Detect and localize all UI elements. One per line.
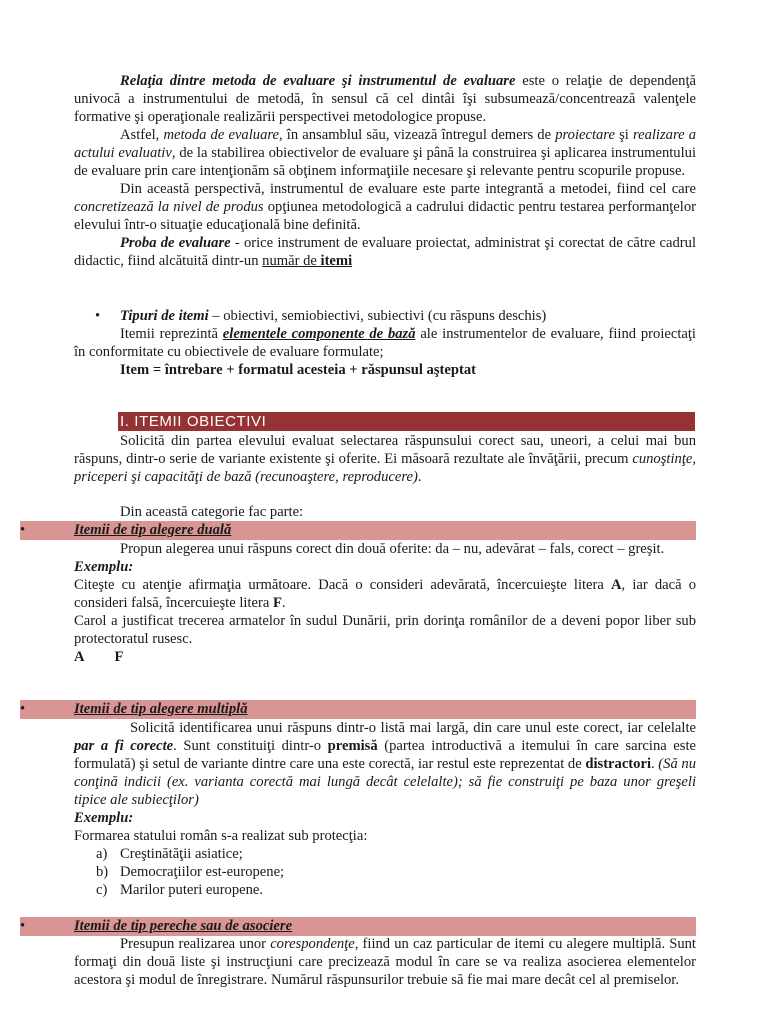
dual-example-label: Exemplu: <box>74 559 134 575</box>
section-bar-pairs <box>20 917 696 936</box>
pairs-label: Itemii de tip pereche sau de asociere <box>74 918 293 934</box>
multiple-options-list <box>96 845 284 899</box>
bullet-icon: • <box>95 308 101 324</box>
intro-paragraph-3: Din această perspectivă, instrumentul de evaluare este parte integrantă a metodei, fiind cel care concretizează la nivel de produs opţiunea metodologică a cadrului didactic pentru testarea performanţelor elevului într-o situaţie educaţională bine definită. <box>74 181 696 233</box>
option-f: F <box>114 649 124 665</box>
bullet-icon: • <box>20 522 26 538</box>
intro-title: Relaţia dintre metoda de evaluare şi instrumentul de evaluare <box>120 73 516 89</box>
multiple-question: Formarea statului român s-a realizat sub protecţia: <box>74 828 368 844</box>
item-types-label: Tipuri de itemi <box>120 308 209 324</box>
list-item: a) Creştinătăţii asiatice; <box>96 846 243 862</box>
section-bar-multiple-choice <box>20 700 696 719</box>
dual-choice-description: Propun alegerea unui răspuns corect din două oferite: da – nu, adevărat – fals, corect – greşit. <box>120 541 665 557</box>
pairs-block <box>74 935 696 989</box>
category-intro: Din această categorie fac parte: <box>120 504 304 520</box>
list-item: b) Democraţiilor est-europene; <box>96 864 285 880</box>
dual-choice-block <box>74 540 696 666</box>
bullet-icon: • <box>20 918 26 934</box>
multiple-example-label: Exemplu: <box>74 810 134 826</box>
dual-answer-options <box>74 648 696 666</box>
multiple-choice-block <box>74 719 696 845</box>
list-item: c) Marilor puteri europene. <box>96 882 264 898</box>
objective-items-block <box>74 432 696 486</box>
intro-paragraph-1: Relaţia dintre metoda de evaluare şi instrumentul de evaluare este o relaţie de dependenţă univocă a instrumentului de metodă, în sensul că cel dintâi îşi subsumează/concentrează valenţele formative şi operaţionale realizării perspectivei metodologice propuse. <box>74 73 696 125</box>
item-types-paragraph: Itemii reprezintă elementele componente de bază ale instrumentelor de evaluare, fiind proiectaţi în conformitate cu obiectivele de evaluare formulate; <box>74 326 696 360</box>
option-a: A <box>74 649 85 665</box>
intro-paragraph-4: Proba de evaluare - orice instrument de evaluare proiectat, administrat şi corectat de către cadrul didactic, fiind alcătuită dintr-un număr de itemi <box>74 235 696 269</box>
item-types-block <box>74 325 696 379</box>
objective-items-paragraph: Solicită din partea elevului evaluat selectarea răspunsului corect sau, uneori, a celui mai bun răspuns, dintr-o serie de variante existente şi oferite. Ei măsoară rezultate ale învăţării, precum cunoştinţe, priceperi şi capacităţi de bază (recunoaştere, reproducere). <box>74 433 696 485</box>
pairs-description: Presupun realizarea unor corespondenţe, fiind un caz particular de itemi cu alegere multiplă. Sunt formaţi din două liste şi instrucţiuni care precizează modul în care se va realiza asocierea elementelor acestora şi modul de înregistrare. Numărul răspunsurilor trebuie să fie mai mare decât cel al premiselor. <box>74 936 696 988</box>
section-heading-label: I. ITEMII OBIECTIVI <box>120 413 267 430</box>
section-heading-objective-items <box>118 412 695 431</box>
bullet-icon: • <box>20 701 26 717</box>
probe-term: Proba de evaluare <box>120 235 231 251</box>
intro-paragraph-2: Astfel, metoda de evaluare, în ansamblul său, vizează întregul demers de proiectare şi realizare a actului evaluativ, de la stabilirea obiectivelor de evaluare şi până la construirea şi aplicarea instrumentului de evaluare prin care intenţionăm să obţinem informaţiile necesare şi relevante pentru scopurile propuse. <box>74 127 696 179</box>
item-types-bullet: • Tipuri de itemi – obiectivi, semiobiectivi, subiectivi (cu răspuns deschis) <box>95 308 547 324</box>
item-formula: Item = întrebare + formatul acesteia + răspunsul aşteptat <box>120 362 476 378</box>
section-bar-dual-choice <box>20 521 696 540</box>
dual-instruction: Citeşte cu atenţie afirmaţia următoare. Dacă o consideri adevărată, încercuieşte litera A, iar dacă o consideri falsă, încercuieşte litera F. <box>74 577 696 611</box>
multiple-choice-label: Itemii de tip alegere multiplă <box>74 701 248 717</box>
intro-block <box>74 72 696 270</box>
dual-choice-label: Itemii de tip alegere duală <box>74 522 232 538</box>
multiple-choice-description: Solicită identificarea unui răspuns dintr-o listă mai largă, din care unul este corect, iar celelalte par a fi corecte. Sunt constituiţi dintr-o premisă (partea introductivă a itemului în care sarcina este formulată) şi setul de variante dintre care una este corectă, iar restul este reprezentat de distractori. (Să nu conţină indicii (ex. varianta corectă mai lungă decât celelalte); să fie construiţi pe baza unor greşeli tipice ale subiecţilor) <box>74 720 696 808</box>
dual-statement: Carol a justificat trecerea armatelor în sudul Dunării, prin dorinţa românilor de a deveni popor liber sub protectoratul rusesc. <box>74 613 696 647</box>
